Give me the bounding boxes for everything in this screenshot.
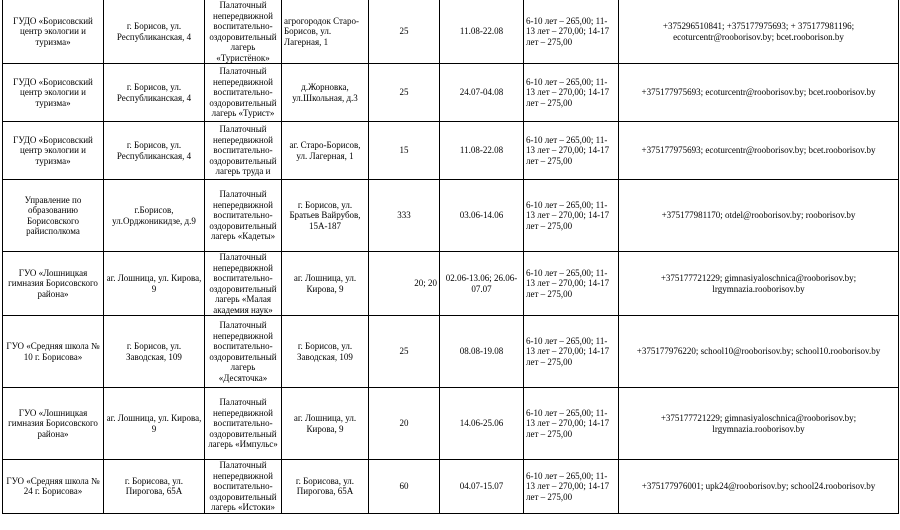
org-cell: ГУДО «Борисовский центр экологии и туризма» (3, 122, 104, 180)
price-cell: 6-10 лет – 265,00; 11-13 лет – 270,00; 14-17 лет – 275,00 (524, 64, 619, 122)
org-cell: ГУО «Лошницкая гимназия Борисовского района» (3, 388, 104, 460)
count-cell: 20; 20 (369, 252, 440, 316)
price-cell: 6-10 лет – 265,00; 11-13 лет – 270,00; 14-17 лет – 275,00 (524, 0, 619, 64)
location-cell: аг. Лошница, ул. Кирова, 9 (282, 252, 369, 316)
table-row (3, 180, 899, 252)
table-row (3, 64, 899, 122)
contacts-cell: +375177721229; gimnasiyaloschnica@rooborisov.by; lrgymnazia.rooborisov.by (619, 388, 899, 460)
camp-cell: Палаточный непередвижной воспитательно-оздоровительный лагерь «Десяточка» (205, 316, 282, 388)
camp-cell: Палаточный непередвижной воспитательно-оздоровительный лагерь «Туристёнок» (205, 0, 282, 64)
contacts-cell: +375177976220; school10@rooborisov.by; school10.rooborisov.by (619, 316, 899, 388)
price-cell: 6-10 лет – 265,00; 11-13 лет – 270,00; 14-17 лет – 275,00 (524, 460, 619, 514)
org-cell: ГУДО «Борисовский центр экологии и туризма» (3, 0, 104, 64)
table-row (3, 316, 899, 388)
location-cell: д.Жорновка, ул.Школьная, д.3 (282, 64, 369, 122)
count-cell: 333 (369, 180, 440, 252)
count-cell: 25 (369, 0, 440, 64)
dates-cell: 11.08-22.08 (440, 122, 524, 180)
count-cell: 20 (369, 388, 440, 460)
contacts-cell: +375177975693; ecoturcentr@rooborisov.by; bcet.rooborisov.by (619, 64, 899, 122)
contacts-cell: +375177721229; gimnasiyaloschnica@rooborisov.by; lrgymnazia.rooborisov.by (619, 252, 899, 316)
camp-cell: Палаточный непередвижной воспитательно-оздоровительный лагерь «Импульс» (205, 388, 282, 460)
contacts-cell: +375296510841; +375177975693; + 375177981196; ecoturcentr@rooborisov.by; bcet.rooborison.by (619, 0, 899, 64)
address-cell: г.Борисов, ул.Орджоникидзе, д.9 (104, 180, 205, 252)
address-cell: г. Борисов, ул. Республиканская, 4 (104, 122, 205, 180)
dates-cell: 04.07-15.07 (440, 460, 524, 514)
location-cell: агрогородок Старо-Борисов, ул. Лагерная, 1 (282, 0, 369, 64)
contacts-cell: +375177975693; ecoturcentr@rooborisov.by; bcet.rooborisov.by (619, 122, 899, 180)
contacts-cell: +375177981170; otdel@rooborisov.by; rooborisov.by (619, 180, 899, 252)
address-cell: г. Борисов, ул. Республиканская, 4 (104, 0, 205, 64)
table-row (3, 388, 899, 460)
location-cell: аг. Лошница, ул. Кирова, 9 (282, 388, 369, 460)
address-cell: аг. Лошница, ул. Кирова, 9 (104, 388, 205, 460)
camp-cell: Палаточный непередвижной воспитательно-оздоровительный лагерь труда и (205, 122, 282, 180)
price-cell: 6-10 лет – 265,00; 11-13 лет – 270,00; 14-17 лет – 275,00 (524, 316, 619, 388)
count-cell: 25 (369, 64, 440, 122)
price-cell: 6-10 лет – 265,00; 11-13 лет – 270,00; 14-17 лет – 275,00 (524, 122, 619, 180)
address-cell: г. Борисов, ул. Заводская, 109 (104, 316, 205, 388)
location-cell: г. Борисов, ул. Братьев Вайрубов, 15А-187 (282, 180, 369, 252)
camp-cell: Палаточный непередвижной воспитательно-оздоровительный лагерь «Кадеты» (205, 180, 282, 252)
count-cell: 25 (369, 316, 440, 388)
table-row (3, 0, 899, 64)
camps-table (2, 0, 899, 514)
org-cell: ГУДО «Борисовский центр экологии и туризма» (3, 64, 104, 122)
address-cell: аг. Лошница, ул. Кирова, 9 (104, 252, 205, 316)
location-cell: аг. Старо-Борисов, ул. Лагерная, 1 (282, 122, 369, 180)
address-cell: г. Борисова, ул. Пирогова, 65А (104, 460, 205, 514)
location-cell: г. Борисова, ул. Пирогова, 65А (282, 460, 369, 514)
dates-cell: 11.08-22.08 (440, 0, 524, 64)
camp-cell: Палаточный непередвижной воспитательно-оздоровительный лагерь «Малая академия наук» (205, 252, 282, 316)
org-cell: ГУО «Средняя школа № 10 г. Борисова» (3, 316, 104, 388)
table-row (3, 252, 899, 316)
table-row (3, 122, 899, 180)
price-cell: 6-10 лет – 265,00; 11-13 лет – 270,00; 14-17 лет – 275,00 (524, 388, 619, 460)
price-cell: 6-10 лет – 265,00; 11-13 лет – 270,00; 14-17 лет – 275,00 (524, 180, 619, 252)
org-cell: ГУО «Лошницкая гимназия Борисовского района» (3, 252, 104, 316)
price-cell: 6-10 лет – 265,00; 11-13 лет – 270,00; 14-17 лет – 275,00 (524, 252, 619, 316)
dates-cell: 02.06-13.06; 26.06-07.07 (440, 252, 524, 316)
dates-cell: 08.08-19.08 (440, 316, 524, 388)
count-cell: 60 (369, 460, 440, 514)
camp-cell: Палаточный непередвижной воспитательно-оздоровительный лагерь «Истоки» (205, 460, 282, 514)
address-cell: г. Борисов, ул. Республиканская, 4 (104, 64, 205, 122)
contacts-cell: +375177976001; upk24@rooborisov.by; school24.rooborisov.by (619, 460, 899, 514)
dates-cell: 03.06-14.06 (440, 180, 524, 252)
location-cell: г. Борисов, ул. Заводская, 109 (282, 316, 369, 388)
org-cell: ГУО «Средняя школа № 24 г. Борисова» (3, 460, 104, 514)
dates-cell: 24.07-04.08 (440, 64, 524, 122)
count-cell: 15 (369, 122, 440, 180)
table-row (3, 460, 899, 514)
camp-cell: Палаточный непередвижной воспитательно-оздоровительный лагерь «Турист» (205, 64, 282, 122)
org-cell: Управление по образованию Борисовского райисполкома (3, 180, 104, 252)
dates-cell: 14.06-25.06 (440, 388, 524, 460)
